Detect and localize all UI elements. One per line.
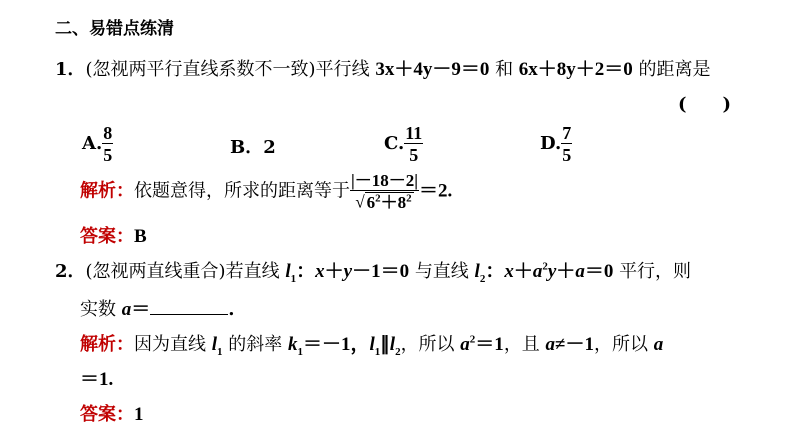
option-a-label: A. [82,133,103,154]
section-title: 二、易错点练清 [55,19,174,39]
question-1-answer-paren: ( ) [678,94,732,115]
question-1-topic: (忽视两平行直线系数不一致)平行线 [85,59,370,80]
answer-2-label: 答案： [80,404,134,425]
question-1-stem [55,54,711,81]
analysis-numerator: |－18－2| [351,171,418,190]
analysis-2-text-2: 的斜率 [228,334,283,355]
analysis-2-text-5: ，所以 [593,334,648,355]
question-1-answer [80,222,147,248]
answer-label: 答案： [80,226,134,247]
question-1-line1: 3x＋4y－9＝0 [375,59,490,80]
option-c-label: C. [384,133,405,154]
option-b: B．2 [230,137,276,158]
analysis-2-label: 解析： [80,334,134,355]
question-2-analysis [80,329,663,358]
option-c-fraction [404,124,423,164]
question-1-tail: 的距离是 [638,59,711,80]
answer-2-value: 1 [134,404,144,425]
question-2-real-number: 实数 [80,299,116,320]
question-1-number: 1． [55,59,86,80]
analysis-2-a-squared: $a^2=1$ [460,333,504,355]
option-a-fraction [102,124,113,164]
question-1-and: 和 [495,59,514,80]
question-1-line2: 6x＋8y＋2＝0 [518,59,633,80]
analysis-2-l1: $l_1$ [211,334,223,358]
analysis-2-text-1: 因为直线 [134,334,206,355]
question-1-analysis [80,172,452,211]
option-d-numerator: 7 [562,123,572,143]
option-a [82,124,113,164]
analysis-label: 解析： [80,180,134,202]
option-c [384,124,423,164]
option-a-numerator: 8 [103,123,113,143]
answer-value: B [134,226,147,247]
question-2-answer [80,400,144,426]
option-d [540,124,572,164]
option-d-fraction [561,124,572,164]
option-d-denominator: 5 [562,145,572,165]
question-2-equals: ＝ [131,299,151,320]
question-2-period: . [228,299,235,320]
analysis-2-a: a [653,334,664,355]
analysis-2-a-neq: a≠－1 [545,334,594,355]
question-2-tail1: 与直线 [414,261,469,282]
question-2-answer-blank[interactable] [150,298,228,315]
question-2-line1: $l_1$：x＋y－1＝0 [285,261,410,285]
question-2-line2-text: 实数 a＝ . [80,299,235,320]
question-2-number: 2． [55,261,86,282]
option-c-denominator: 5 [409,145,419,165]
analysis-denominator: √ $6^2+8^2$ [355,192,412,212]
option-c-numerator: 11 [405,123,423,143]
analysis-2-text-4: ，且 [503,334,540,355]
analysis-result: ＝2. [419,180,453,202]
option-d-label: D. [540,133,562,154]
analysis-text: 依题意得，所求的距离等于 [134,180,350,202]
question-2-stem [55,256,691,285]
analysis-2-text-3: ，所以 [400,334,455,355]
analysis-2-line2: ＝1. [80,369,114,390]
option-a-denominator: 5 [103,145,113,165]
question-2-tail2: 平行，则 [619,261,692,282]
analysis-fraction [350,172,419,211]
analysis-2-slope: $k_1=-1$，$l_1\parallel l_2$ [287,334,401,358]
question-2-topic: (忽视两直线重合)若直线 [85,261,280,282]
question-2-line2: $l_2$：$x+a^2y+a=0$ [474,260,614,285]
